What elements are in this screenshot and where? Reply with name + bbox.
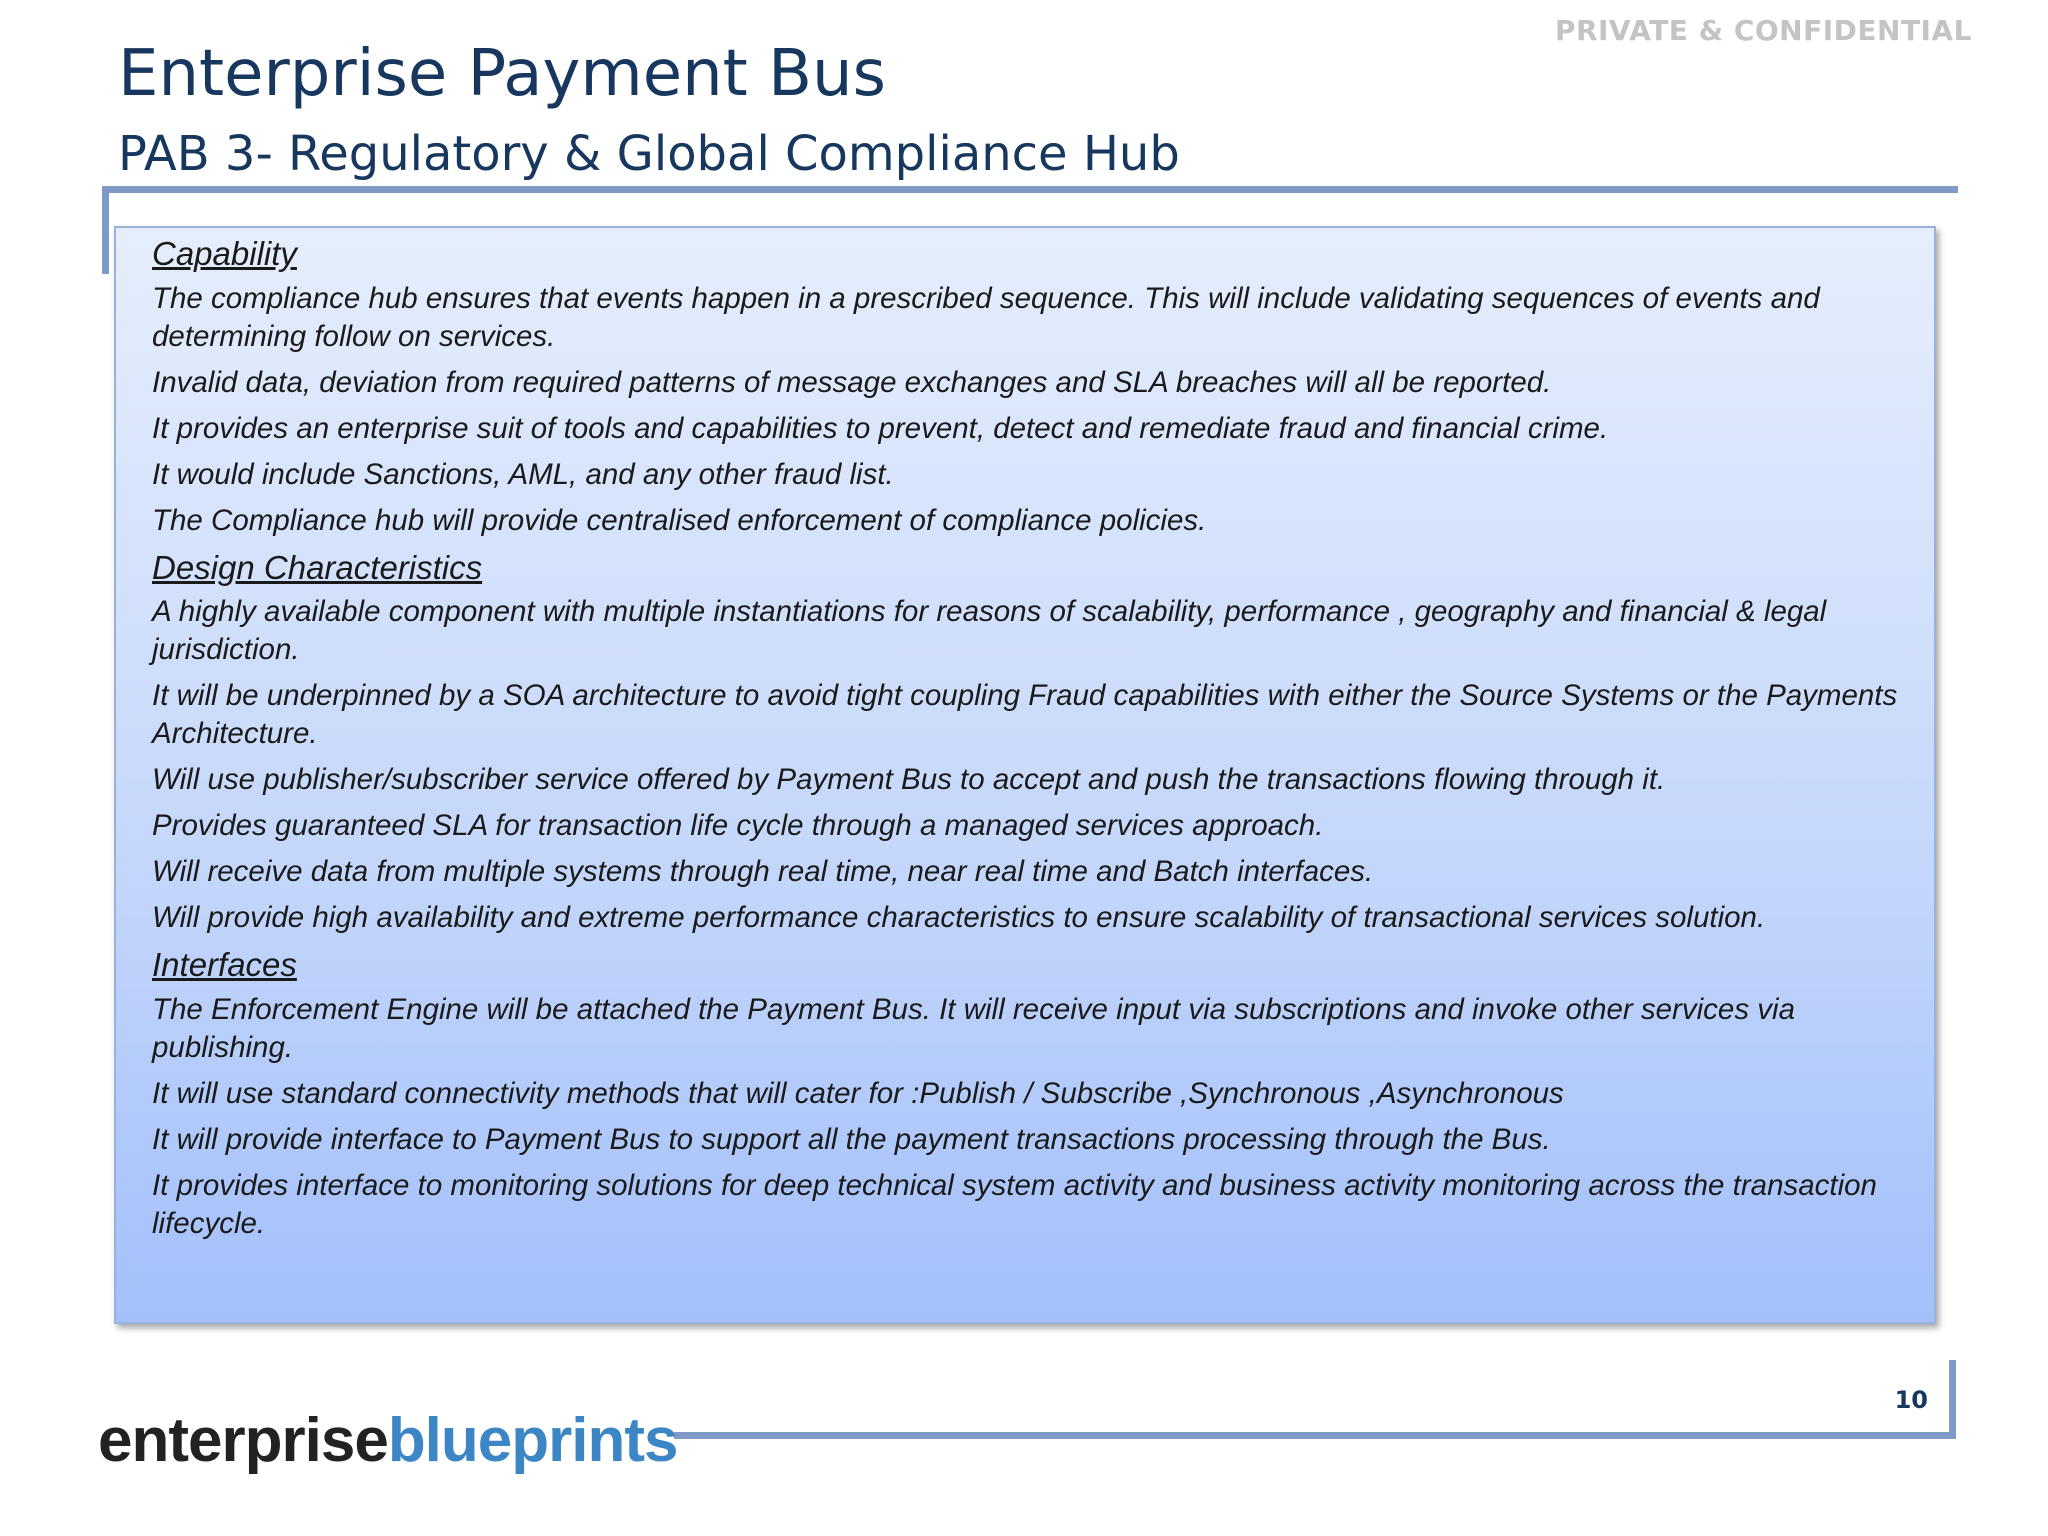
design-paragraph: Provides guaranteed SLA for transaction life cycle through a managed services approach. [152, 809, 1324, 843]
design-paragraph: It will be underpinned by a SOA architecture to avoid tight coupling Fraud capabilities with either the Source Systems or the Payments Architecture. [152, 679, 1898, 751]
capability-paragraph: It provides an enterprise suit of tools and capabilities to prevent, detect and remediate fraud and financial crime. [152, 411, 1609, 445]
interfaces-paragraph: It provides interface to monitoring solutions for deep technical system activity and business activity monitoring across the transaction lifecycle. [152, 1168, 1877, 1240]
design-paragraph: Will use publisher/subscriber service offered by Payment Bus to accept and push the transactions flowing through it. [152, 763, 1666, 797]
capability-paragraph: The compliance hub ensures that events happen in a prescribed sequence. This will include validating sequences of events and determining follow on services. [152, 281, 1820, 353]
interfaces-paragraph: The Enforcement Engine will be attached the Payment Bus. It will receive input via subscriptions and invoke other services via publishing. [152, 992, 1795, 1064]
logo-text-blueprints: blueprints [387, 1406, 678, 1475]
footer-rule-right [1949, 1360, 1956, 1439]
page-subtitle: PAB 3- Regulatory & Global Compliance Hub [118, 126, 1180, 182]
footer-rule [674, 1432, 1956, 1439]
interfaces-paragraph: It will provide interface to Payment Bus to support all the payment transactions processing through the Bus. [152, 1122, 1551, 1156]
header-rule-left [102, 186, 109, 274]
design-paragraph: A highly available component with multiple instantiations for reasons of scalability, performance , geography and financial & legal jurisdiction. [152, 595, 1827, 667]
capability-heading: Capability [152, 235, 297, 272]
interfaces-paragraph: It will use standard connectivity methods that will cater for :Publish / Subscribe ,Synchronous ,Asynchronous [152, 1076, 1564, 1110]
content-box [114, 226, 1936, 1324]
page-number: 10 [1894, 1386, 1928, 1414]
logo-text-enterprise: enterprise [98, 1406, 388, 1475]
page-title: Enterprise Payment Bus [118, 37, 886, 111]
capability-paragraph: It would include Sanctions, AML, and any other fraud list. [152, 457, 894, 491]
interfaces-heading: Interfaces [152, 946, 297, 984]
capability-paragraph: Invalid data, deviation from required patterns of message exchanges and SLA breaches will all be reported. [152, 365, 1552, 399]
enterprise-blueprints-logo [98, 1404, 678, 1478]
capability-paragraph: The Compliance hub will provide centralised enforcement of compliance policies. [152, 503, 1207, 537]
header-rule [102, 186, 1958, 193]
design-paragraph: Will provide high availability and extreme performance characteristics to ensure scalability of transactional services solution. [152, 901, 1766, 935]
design-characteristics-heading: Design Characteristics [152, 548, 483, 586]
design-paragraph: Will receive data from multiple systems through real time, near real time and Batch interfaces. [152, 855, 1374, 889]
confidentiality-label: PRIVATE & CONFIDENTIAL [1554, 14, 1972, 47]
